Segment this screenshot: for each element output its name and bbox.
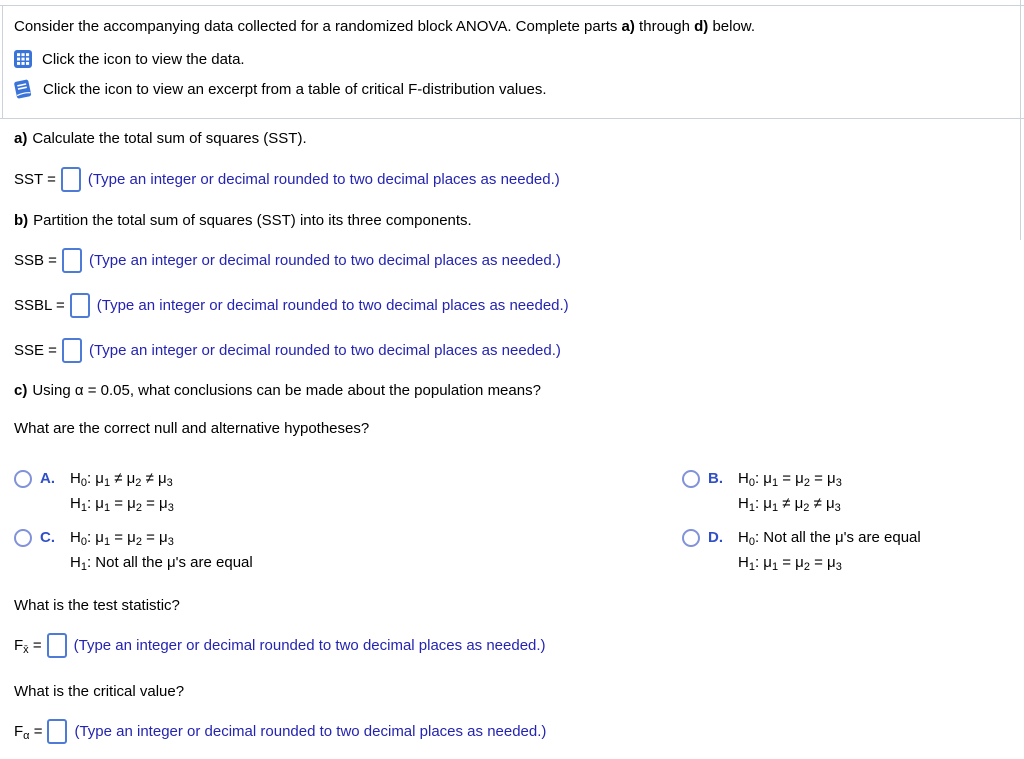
view-ftable-row	[13, 78, 547, 101]
option-c-radio[interactable]	[14, 529, 32, 547]
option-c-h1: $H_1$: Not all the μ's are equal	[70, 554, 253, 573]
prompt-after: below.	[708, 18, 755, 35]
ssb-label: SSB =	[14, 251, 57, 269]
f-stat-label: $F_{x̄}$ =	[14, 636, 42, 656]
sst-hint: (Type an integer or decimal rounded to two decimal places as needed.)	[87, 170, 560, 188]
option-a-radio[interactable]	[14, 470, 32, 488]
option-b-formulas	[738, 466, 842, 516]
prompt-part-a: a)	[621, 18, 635, 35]
option-b-h0: $H_0$: $\mu_1 = \mu_2 = \mu_3$	[738, 470, 842, 489]
data-table-icon[interactable]	[14, 50, 32, 68]
ssbl-hint: (Type an integer or decimal rounded to two decimal places as needed.)	[96, 296, 569, 314]
f-stat-answer-row	[14, 632, 546, 658]
ssb-input[interactable]	[62, 248, 82, 273]
part-a-text: Calculate the total sum of squares (SST).	[32, 130, 307, 147]
part-c-label: c)	[14, 382, 28, 399]
f-crit-input[interactable]	[47, 719, 67, 744]
option-d-letter: D.	[708, 529, 723, 546]
top-border	[0, 5, 1024, 6]
sse-hint: (Type an integer or decimal rounded to two decimal places as needed.)	[88, 341, 561, 359]
option-a-letter: A.	[40, 470, 55, 487]
sst-label: SST =	[14, 170, 56, 188]
f-stat-hint: (Type an integer or decimal rounded to two decimal places as needed.)	[73, 636, 546, 654]
part-c-heading	[14, 382, 541, 399]
f-stat-input[interactable]	[47, 633, 67, 658]
option-b-letter: B.	[708, 470, 723, 487]
option-c-formulas	[70, 525, 253, 575]
f-crit-answer-row	[14, 718, 546, 744]
part-b-heading	[14, 212, 472, 229]
prompt-part-d: d)	[694, 18, 709, 35]
sse-answer-row	[14, 337, 561, 363]
option-b-h1: $H_1$: $\mu_1 \ne \mu_2 \ne \mu_3$	[738, 495, 841, 514]
option-c-letter: C.	[40, 529, 55, 546]
option-a-h0: $H_0$: $\mu_1 \ne \mu_2 \ne \mu_3$	[70, 470, 173, 489]
ssb-answer-row	[14, 247, 561, 273]
prompt-between: through	[634, 18, 695, 35]
option-d-h1: $H_1$: $\mu_1 = \mu_2 = \mu_3$	[738, 554, 842, 573]
part-c-text: Using α = 0.05, what conclusions can be made about the population means?	[32, 382, 541, 399]
option-d-h0: $H_0$: Not all the μ's are equal	[738, 529, 921, 548]
test-statistic-question: What is the test statistic?	[14, 597, 180, 614]
option-b-radio[interactable]	[682, 470, 700, 488]
part-a-label: a)	[14, 130, 28, 147]
option-d-formulas	[738, 525, 921, 575]
ssbl-answer-row	[14, 292, 569, 318]
sse-input[interactable]	[62, 338, 82, 363]
prompt-pre: Consider the accompanying data collected for a randomized block ANOVA. Complete parts	[14, 18, 622, 35]
ssb-hint: (Type an integer or decimal rounded to two decimal places as needed.)	[88, 251, 561, 269]
f-crit-label: $F_\alpha$ =	[14, 722, 43, 742]
option-a-formulas	[70, 466, 174, 516]
part-b-label: b)	[14, 212, 29, 229]
option-d[interactable]	[682, 525, 921, 575]
f-crit-hint: (Type an integer or decimal rounded to two decimal places as needed.)	[74, 722, 547, 740]
sse-label: SSE =	[14, 341, 57, 359]
option-c-h0: $H_0$: $\mu_1 = \mu_2 = \mu_3$	[70, 529, 174, 548]
sst-input[interactable]	[61, 167, 81, 192]
sst-answer-row	[14, 166, 560, 192]
ssbl-input[interactable]	[70, 293, 90, 318]
book-icon[interactable]	[13, 78, 33, 101]
option-b[interactable]	[682, 466, 842, 516]
question-prompt	[14, 18, 755, 35]
critical-value-question: What is the critical value?	[14, 683, 185, 700]
view-data-row	[14, 50, 245, 68]
option-d-radio[interactable]	[682, 529, 700, 547]
option-c[interactable]	[14, 525, 253, 575]
option-a[interactable]	[14, 466, 174, 516]
ssbl-label: SSBL =	[14, 296, 65, 314]
right-border	[1020, 0, 1021, 240]
view-ftable-label: Click the icon to view an excerpt from a table of critical F-distribution values.	[43, 81, 547, 98]
part-b-text: Partition the total sum of squares (SST) into its three components.	[33, 212, 472, 229]
part-a-heading	[14, 130, 307, 147]
option-a-h1: $H_1$: $\mu_1 = \mu_2 = \mu_3$	[70, 495, 174, 514]
left-border	[2, 5, 3, 118]
section-divider	[0, 118, 1024, 119]
hypotheses-question: What are the correct null and alternative hypotheses?	[14, 420, 370, 437]
view-data-label: Click the icon to view the data.	[42, 50, 245, 68]
